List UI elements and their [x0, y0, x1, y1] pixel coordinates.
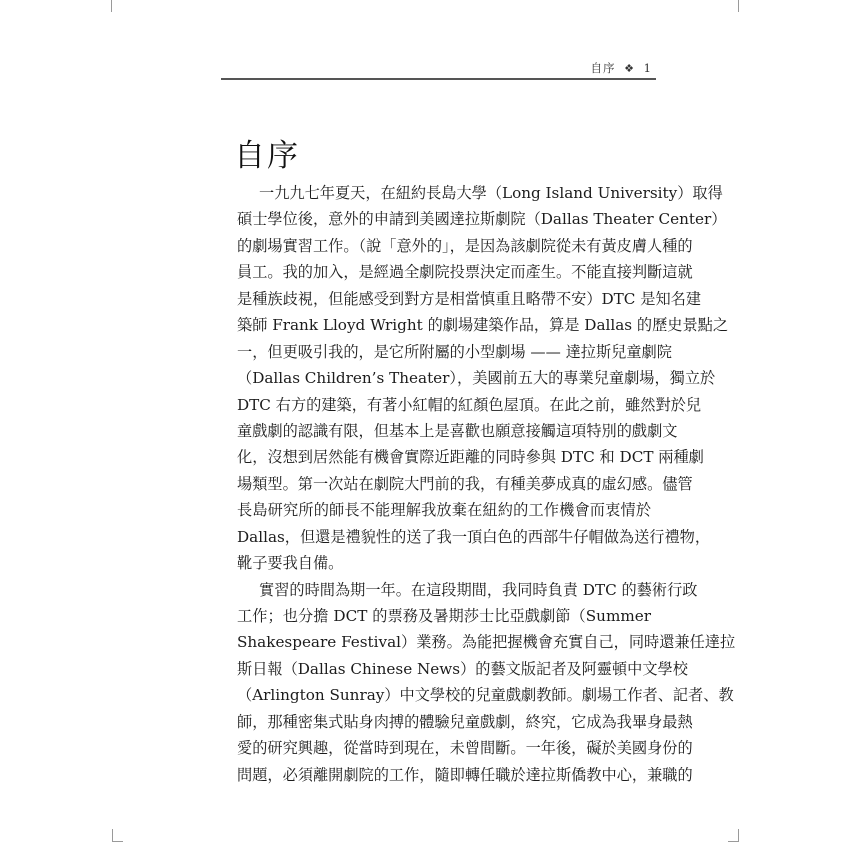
text-line: 師，那種密集式貼身肉搏的體驗兒童戲劇，終究，它成為我畢身最熱: [237, 712, 693, 731]
text-line: 愛的研究興趣，從當時到現在，未曾間斷。一年後，礙於美國身份的: [237, 739, 693, 758]
crop-mark-top-right-vertical: [738, 0, 739, 12]
text-line: Dallas，但還是禮貌性的送了我一頂白色的西部牛仔帽做為送行禮物，: [237, 527, 711, 546]
crop-mark-top-left-vertical: [111, 0, 112, 12]
body-text: [237, 180, 736, 788]
text-line: 一九九七年夏天，在紐約長島大學（Long Island University）取得: [259, 184, 723, 202]
text-line: 長島研究所的師長不能理解我放棄在紐約的工作機會而衷情於: [237, 501, 651, 520]
paragraph-2: [237, 577, 736, 789]
text-line: （Dallas Children’s Theater），美國前五大的專業兒童劇場，獨立於: [237, 369, 716, 388]
chapter-title: 自序: [234, 138, 300, 174]
text-line: 是種族歧視，但能感受到對方是相當慎重且略帶不安）DTC 是知名建: [237, 289, 702, 308]
header-rule: [221, 78, 656, 80]
text-line: 斯日報（Dallas Chinese News）的藝文版記者及阿靈頓中文學校: [237, 659, 688, 678]
text-line: 問題，必須離開劇院的工作，隨即轉任職於達拉斯僑教中心，兼職的: [237, 765, 693, 784]
text-line: 一，但更吸引我的，是它所附屬的小型劇場 —— 達拉斯兒童劇院: [237, 342, 672, 361]
text-line: 的劇場實習工作。（說「意外的」，是因為該劇院從未有黃皮膚人種的: [237, 236, 693, 255]
text-line: 員工。我的加入，是經過全劇院投票決定而產生。不能直接判斷這就: [237, 263, 693, 282]
text-line: 築師 Frank Lloyd Wright 的劇場建築作品，算是 Dallas 的歷史景點之: [237, 316, 729, 335]
running-header-text: [590, 60, 652, 76]
crop-mark-bottom-right-horizontal: [728, 841, 739, 842]
text-line: 場類型。第一次站在劇院大門前的我，有種美夢成真的虛幻感。儘管: [237, 474, 693, 493]
text-line: 實習的時間為期一年。在這段期間，我同時負責 DTC 的藝術行政: [259, 580, 698, 599]
crop-mark-bottom-left-horizontal: [112, 841, 123, 842]
running-header: [221, 58, 656, 78]
text-line: 工作；也分擔 DCT 的票務及暑期莎士比亞戲劇節（Summer: [237, 607, 651, 625]
running-header-section: 自序: [590, 61, 616, 75]
text-line: 童戲劇的認識有限，但基本上是喜歡也願意接觸這項特別的戲劇文: [237, 421, 678, 440]
text-line: 靴子要我自備。: [237, 554, 344, 573]
text-line: 碩士學位後，意外的申請到美國達拉斯劇院（Dallas Theater Center）: [237, 210, 727, 229]
ornament-diamond-icon: ❖: [624, 62, 636, 75]
text-line: Shakespeare Festival）業務。為能把握機會充實自己，同時還兼任達拉: [237, 633, 736, 652]
text-line: DTC 右方的建築，有著小紅帽的紅顏色屋頂。在此之前，雖然對於兒: [237, 395, 702, 414]
page-number: 1: [643, 61, 652, 75]
text-line: （Arlington Sunray）中文學校的兒童戲劇教師。劇場工作者、記者、教: [237, 686, 734, 705]
paragraph-1: [237, 180, 729, 577]
text-line: 化，沒想到居然能有機會實際近距離的同時參與 DTC 和 DCT 兩種劇: [237, 448, 704, 467]
